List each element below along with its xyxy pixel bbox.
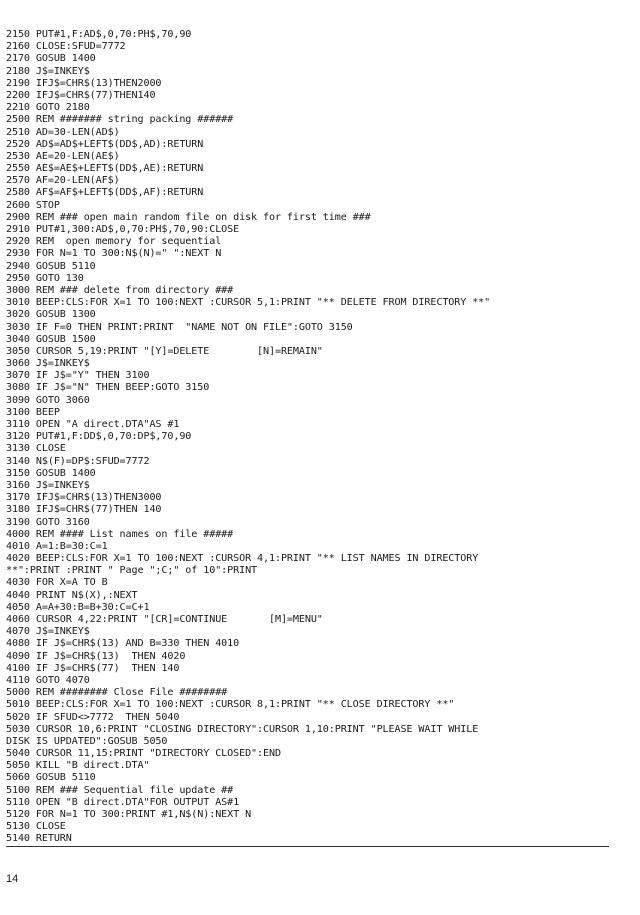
- code-line: 2920 REM open memory for sequential: [6, 236, 222, 248]
- code-line: 4030 FOR X=A TO B: [6, 577, 108, 589]
- code-line: 3170 IFJ$=CHR$(13)THEN3000: [6, 492, 162, 504]
- code-line: 4020 BEEP:CLS:FOR X=1 TO 100:NEXT :CURSOR 4,1:PRINT "** LIST NAMES IN DIRECTORY: [6, 553, 479, 565]
- code-line: 3160 J$=INKEY$: [6, 479, 90, 491]
- page-number: 14: [6, 873, 19, 885]
- code-line: 3120 PUT#1,F:DD$,0,70:DP$,70,90: [6, 431, 192, 443]
- code-line: DISK IS UPDATED":GOSUB 5050: [6, 735, 168, 747]
- code-line: 2200 IFJ$=CHR$(77)THEN140: [6, 89, 156, 101]
- code-line: 3030 IF F=0 THEN PRINT:PRINT "NAME NOT ON FILE":GOTO 3150: [6, 321, 353, 333]
- code-line: 2600 STOP: [6, 199, 60, 211]
- code-line: 3140 N$(F)=DP$:SFUD=7772: [6, 455, 150, 467]
- code-line: 3190 GOTO 3160: [6, 516, 90, 528]
- code-line: 3010 BEEP:CLS:FOR X=1 TO 100:NEXT :CURSOR 5,1:PRINT "** DELETE FROM DIRECTORY **": [6, 297, 491, 309]
- code-line: 3040 GOSUB 1500: [6, 333, 96, 345]
- code-line: 4110 GOTO 4070: [6, 674, 90, 686]
- code-line: 5020 IF SFUD<>7772 THEN 5040: [6, 711, 180, 723]
- code-line: 2950 GOTO 130: [6, 272, 84, 284]
- code-line: 2180 J$=INKEY$: [6, 65, 90, 77]
- code-line: 4080 IF J$=CHR$(13) AND B=330 THEN 4010: [6, 638, 240, 650]
- code-line: 2170 GOSUB 1400: [6, 53, 96, 65]
- code-line: 5010 BEEP:CLS:FOR X=1 TO 100:NEXT :CURSOR 8,1:PRINT "** CLOSE DIRECTORY **": [6, 699, 455, 711]
- code-line: 4060 CURSOR 4,22:PRINT "[CR]=CONTINUE [M]=MENU": [6, 614, 323, 625]
- code-line: 2210 GOTO 2180: [6, 102, 90, 114]
- code-line: 2510 AD=30-LEN(AD$): [6, 126, 120, 138]
- code-line: 3180 IFJ$=CHR$(77)THEN 140: [6, 504, 162, 516]
- code-line: 3150 GOSUB 1400: [6, 467, 96, 479]
- code-line: **":PRINT :PRINT " Page ";C;" of 10":PRINT: [6, 565, 258, 577]
- code-line: 3060 J$=INKEY$: [6, 358, 90, 370]
- code-line: 4090 IF J$=CHR$(13) THEN 4020: [6, 650, 186, 662]
- code-line: 4050 A=A+30:B=B+30:C=C+1: [6, 601, 150, 613]
- code-line: 2160 CLOSE:SFUD=7772: [6, 41, 126, 53]
- code-line: 4000 REM #### List names on file #####: [6, 528, 234, 540]
- code-line: 5050 KILL "B direct.DTA": [6, 760, 150, 772]
- code-line: 5040 CURSOR 11,15:PRINT "DIRECTORY CLOSED":END: [6, 748, 281, 760]
- code-line: 2900 REM ### open main random file on disk for first time ###: [6, 211, 371, 223]
- code-line: 2150 PUT#1,F:AD$,0,70:PH$,70,90: [6, 29, 192, 40]
- code-line: 3080 IF J$="N" THEN BEEP:GOTO 3150: [6, 382, 210, 394]
- code-line: 3090 GOTO 3060: [6, 394, 90, 406]
- code-line: 3130 CLOSE: [6, 443, 66, 455]
- code-line: 5100 REM ### Sequential file update ##: [6, 784, 234, 796]
- code-line: 5030 CURSOR 10,6:PRINT "CLOSING DIRECTORY":CURSOR 1,10:PRINT "PLEASE WAIT WHILE: [6, 723, 479, 735]
- code-line: 4070 J$=INKEY$: [6, 626, 90, 638]
- code-listing: [6, 29, 636, 846]
- code-line: 5120 FOR N=1 TO 300:PRINT #1,N$(N):NEXT N: [6, 809, 252, 820]
- code-line: 3110 OPEN "A direct.DTA"AS #1: [6, 419, 180, 430]
- code-line: 2910 PUT#1,300:AD$,0,70:PH$,70,90:CLOSE: [6, 224, 240, 235]
- code-line: 2570 AF=20-LEN(AF$): [6, 175, 120, 187]
- code-line: 2940 GOSUB 5110: [6, 260, 96, 272]
- code-line: 4040 PRINT N$(X),:NEXT: [6, 589, 138, 601]
- code-line: 5000 REM ######## Close File ########: [6, 687, 228, 699]
- code-line: 3070 IF J$="Y" THEN 3100: [6, 370, 150, 382]
- code-line: 2520 AD$=AD$+LEFT$(DD$,AD):RETURN: [6, 138, 204, 150]
- code-line: 5110 OPEN "B direct.DTA"FOR OUTPUT AS#1: [6, 796, 240, 808]
- code-line: 2580 AF$=AF$+LEFT$(DD$,AF):RETURN: [6, 187, 204, 199]
- code-line: 2550 AE$=AE$+LEFT$(DD$,AE):RETURN: [6, 163, 204, 175]
- code-line: 2500 REM ####### string packing ######: [6, 114, 234, 126]
- code-line: 3100 BEEP: [6, 406, 60, 418]
- code-line: 3050 CURSOR 5,19:PRINT "[Y]=DELETE [N]=REMAIN": [6, 345, 323, 357]
- code-line: 5060 GOSUB 5110: [6, 772, 96, 784]
- code-line: 5130 CLOSE: [6, 821, 66, 833]
- footer-rule: [6, 846, 609, 847]
- code-line: 5140 RETURN: [6, 833, 72, 845]
- code-line: 3020 GOSUB 1300: [6, 309, 96, 321]
- code-line: 4010 A=1:B=30:C=1: [6, 540, 108, 552]
- code-line: 2930 FOR N=1 TO 300:N$(N)=" ":NEXT N: [6, 248, 222, 260]
- code-line: 2190 IFJ$=CHR$(13)THEN2000: [6, 77, 162, 89]
- code-line: 2530 AE=20-LEN(AE$): [6, 150, 120, 162]
- code-line: 3000 REM ### delete from directory ###: [6, 284, 234, 296]
- code-line: 4100 IF J$=CHR$(77) THEN 140: [6, 662, 180, 674]
